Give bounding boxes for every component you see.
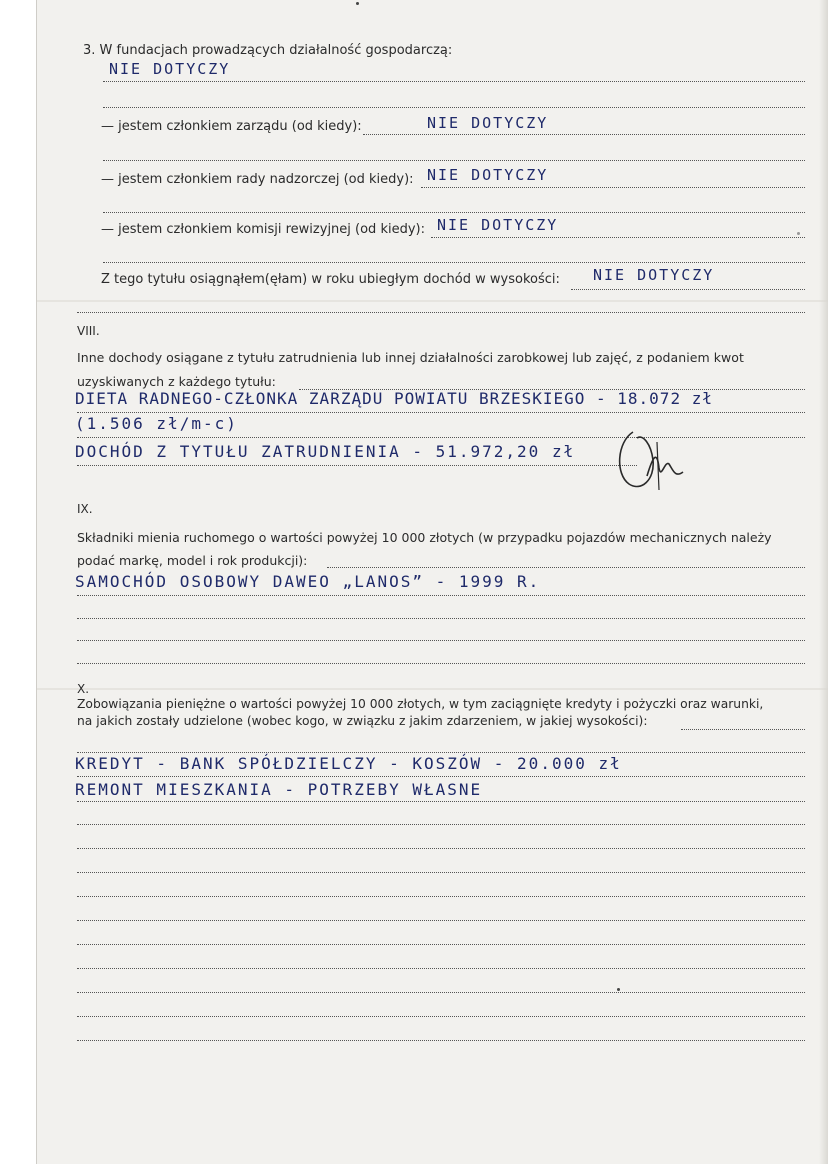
answer-dotted-line xyxy=(77,640,805,641)
answer-dotted-line xyxy=(431,237,805,238)
answer-dotted-line xyxy=(77,595,805,596)
answer-dotted-line xyxy=(103,212,805,213)
answer-dotted-line xyxy=(77,1016,805,1017)
section8-answer-line1: DIETA RADNEGO-CZŁONKA ZARZĄDU POWIATU BRZESKIEGO - 18.072 zł xyxy=(75,389,713,408)
answer-dotted-line xyxy=(77,752,805,753)
answer-dotted-line xyxy=(77,412,805,413)
income-label: Z tego tytułu osiągnąłem(ęłam) w roku ubiegłym dochód w wysokości: xyxy=(101,272,560,287)
answer-dotted-line xyxy=(77,896,805,897)
answer-dotted-line xyxy=(77,312,805,313)
supervisory-board-label: — jestem członkiem rady nadzorczej (od kiedy): xyxy=(101,172,414,187)
answer-dotted-line xyxy=(77,848,805,849)
supervisory-board-answer: NIE DOTYCZY xyxy=(427,166,549,184)
section9-description-line2: podać markę, model i rok produkcji): xyxy=(77,553,308,568)
answer-dotted-line xyxy=(77,1040,805,1041)
answer-dotted-line xyxy=(571,289,805,290)
audit-committee-answer: NIE DOTYCZY xyxy=(437,216,559,234)
answer-dotted-line xyxy=(77,872,805,873)
answer-dotted-line xyxy=(77,920,805,921)
answer-dotted-line xyxy=(103,262,805,263)
answer-dotted-line xyxy=(77,801,805,802)
answer-dotted-line xyxy=(421,187,805,188)
answer-dotted-line xyxy=(363,134,805,135)
income-answer: NIE DOTYCZY xyxy=(593,266,715,284)
scan-speck xyxy=(617,988,620,991)
section3-answer: NIE DOTYCZY xyxy=(109,60,231,78)
scan-streak xyxy=(37,688,828,690)
answer-dotted-line xyxy=(327,567,805,568)
section8-heading: VIII. xyxy=(77,324,100,338)
scan-speck xyxy=(797,232,800,235)
answer-dotted-line xyxy=(77,465,637,466)
section10-answer-line2: REMONT MIESZKANIA - POTRZEBY WŁASNE xyxy=(75,780,483,799)
answer-dotted-line xyxy=(681,729,805,730)
answer-dotted-line xyxy=(77,992,805,993)
audit-committee-label: — jestem członkiem komisji rewizyjnej (od kiedy): xyxy=(101,222,425,237)
board-member-answer: NIE DOTYCZY xyxy=(427,114,549,132)
scanned-document-page xyxy=(36,0,828,1164)
section9-description-line1: Składniki mienia ruchomego o wartości powyżej 10 000 złotych (w przypadku pojazdów mechanicznych należy xyxy=(77,530,772,545)
answer-dotted-line xyxy=(77,618,805,619)
answer-dotted-line xyxy=(103,160,805,161)
section9-heading: IX. xyxy=(77,502,93,516)
handwritten-signature xyxy=(613,420,703,496)
section10-description-line1: Zobowiązania pieniężne o wartości powyżej 10 000 złotych, w tym zaciągnięte kredyty i pożyczki oraz warunki, xyxy=(77,697,764,711)
section10-description-line2: na jakich zostały udzielone (wobec kogo, w związku z jakim zdarzeniem, w jakiej wysokości): xyxy=(77,714,648,728)
section8-description-line1: Inne dochody osiągane z tytułu zatrudnienia lub innej działalności zarobkowej lub zajęć, z podaniem kwot xyxy=(77,350,744,365)
page-edge-shadow xyxy=(819,0,828,1164)
section8-answer-line3: DOCHÓD Z TYTUŁU ZATRUDNIENIA - 51.972,20 zł xyxy=(75,442,576,461)
answer-dotted-line xyxy=(77,824,805,825)
answer-dotted-line xyxy=(103,107,805,108)
answer-dotted-line xyxy=(77,776,805,777)
section10-answer-line1: KREDYT - BANK SPÓŁDZIELCZY - KOSZÓW - 20.000 zł xyxy=(75,754,622,773)
answer-dotted-line xyxy=(77,944,805,945)
answer-dotted-line xyxy=(77,968,805,969)
section3-question: 3. W fundacjach prowadzących działalność gospodarczą: xyxy=(83,43,453,58)
scan-speck xyxy=(356,2,359,5)
section10-heading: X. xyxy=(77,682,90,696)
section8-answer-line2: (1.506 zł/m-c) xyxy=(75,414,238,433)
answer-dotted-line xyxy=(103,81,805,82)
board-member-label: — jestem członkiem zarządu (od kiedy): xyxy=(101,119,362,134)
section8-description-line2: uzyskiwanych z każdego tytułu: xyxy=(77,374,276,389)
answer-dotted-line xyxy=(77,663,805,664)
section9-answer-line1: SAMOCHÓD OSOBOWY DAWEO „LANOS” - 1999 R. xyxy=(75,572,541,591)
scan-streak xyxy=(37,300,828,302)
